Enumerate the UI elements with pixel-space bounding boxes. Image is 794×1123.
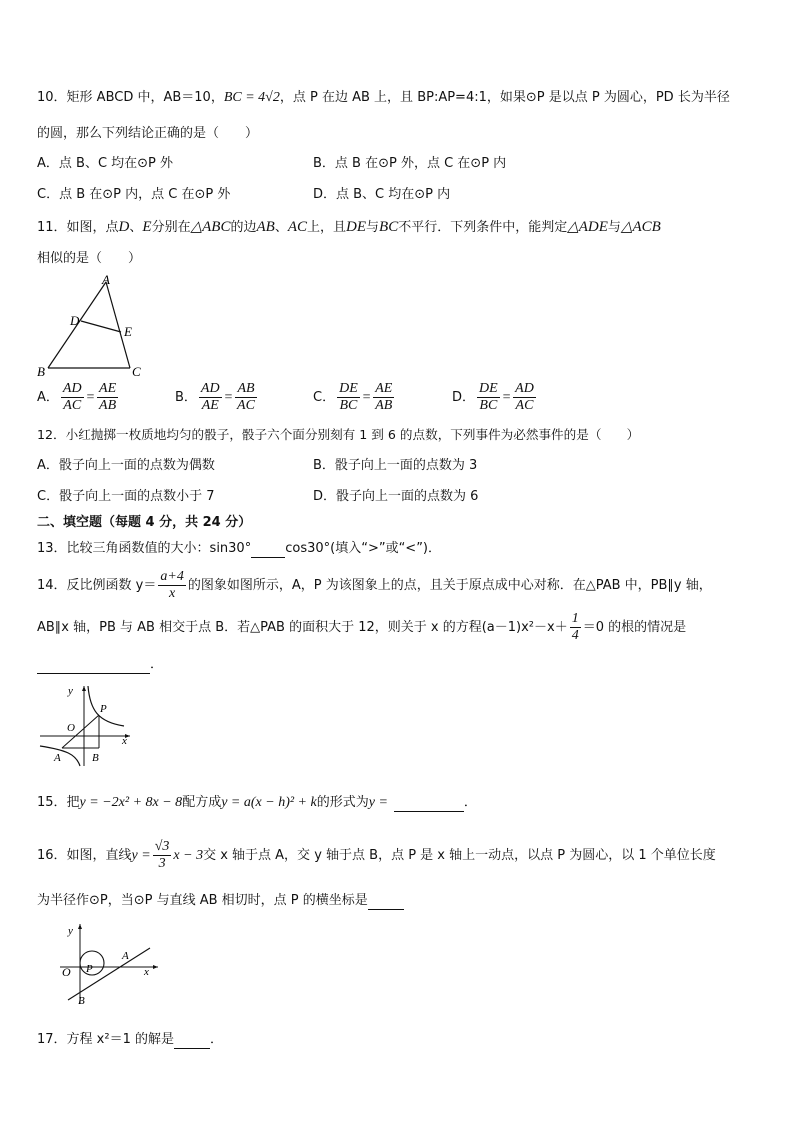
q10-line1: 10．矩形 ABCD 中，AB＝10，BC = 4√2，点 P 在边 AB 上，且 BP:AP=4:1，如果⊙P 是以点 P 为圆心，PD 长为半径 bbox=[37, 90, 730, 105]
q16-answer-blank bbox=[368, 895, 404, 910]
q11-option-c: C． $\frac{DE}{BC}$ = $\frac{AE}{AB}$ bbox=[313, 381, 393, 413]
q10-option-b: B．点 B 在⊙P 外，点 C 在⊙P 内 bbox=[313, 156, 507, 171]
fig11-label-c: C bbox=[132, 364, 141, 379]
q10-option-d: D．点 B、C 均在⊙P 内 bbox=[313, 187, 451, 202]
q12-option-a: A．骰子向上一面的点数为偶数 bbox=[37, 458, 215, 473]
q12-option-c: C．骰子向上一面的点数小于 7 bbox=[37, 489, 215, 504]
fig16-label-o: O bbox=[62, 965, 71, 979]
fig16-label-b: B bbox=[78, 995, 85, 1006]
fig11-label-e: E bbox=[124, 324, 132, 339]
q11-line2: 相似的是（ ） bbox=[37, 251, 142, 266]
fig11-label-a: A bbox=[102, 272, 110, 287]
q16-tangent-figure bbox=[56, 920, 162, 1006]
q12-stem: 12．小红抛掷一枚质地均匀的骰子，骰子六个面分别刻有 1 到 6 的点数，下列事件为必然事件的是（ ） bbox=[37, 427, 640, 442]
q13-answer-blank bbox=[251, 543, 285, 558]
fig14-label-y: y bbox=[68, 685, 73, 697]
section-fill-in-title: 二、填空题（每题 4 分，共 24 分） bbox=[37, 515, 252, 530]
q13-line: 13．比较三角函数值的大小：sin30° cos30°(填入“>”或“<”)． bbox=[37, 541, 442, 556]
q16-line2: 为半径作⊙P，当⊙P 与直线 AB 相切时，点 P 的横坐标是 bbox=[37, 892, 404, 910]
q11-option-b: B． $\frac{AD}{AE}$ = $\frac{AB}{AC}$ bbox=[175, 381, 255, 413]
q11-triangle-figure bbox=[36, 272, 148, 380]
fig16-label-a: A bbox=[122, 950, 129, 962]
fig16-label-x: x bbox=[144, 966, 149, 978]
q12-option-d: D．骰子向上一面的点数为 6 bbox=[313, 489, 479, 504]
fig14-label-x: x bbox=[122, 735, 127, 747]
fig14-label-p: P bbox=[100, 703, 107, 715]
q17-answer-blank bbox=[174, 1034, 210, 1049]
q12-option-b: B．骰子向上一面的点数为 3 bbox=[313, 458, 478, 473]
fig14-label-o: O bbox=[67, 722, 75, 734]
fig14-label-a: A bbox=[54, 752, 61, 764]
q14-line3: ． bbox=[37, 656, 163, 674]
q14-line2: AB∥x 轴，PB 与 AB 相交于点 B．若△PAB 的面积大于 12，则关于 x 的方程(a－1)x²－x＋ $\frac{1}{4}$ ＝0 的根的情况是 bbox=[37, 611, 687, 643]
fig11-label-b: B bbox=[37, 364, 45, 379]
fig16-label-p: P bbox=[86, 963, 93, 975]
fig11-label-d: D bbox=[70, 313, 80, 328]
q14-line1: 14．反比例函数 y＝ $\frac{a+4}{x}$ 的图象如图所示，A，P 为该图象上的点，且关于原点成中心对称．在△PAB 中，PB∥y 轴， bbox=[37, 569, 712, 601]
fig14-label-b: B bbox=[92, 752, 99, 764]
q15-answer-blank bbox=[394, 797, 464, 812]
q10-option-a: A．点 B、C 均在⊙P 外 bbox=[37, 156, 174, 171]
q17-line: 17．方程 x²＝1 的解是 ． bbox=[37, 1032, 223, 1047]
q15-line: 15．把y = −2x² + 8x − 8配方成y = a(x − h)² + k的形式为y = ． bbox=[37, 795, 477, 810]
q11-option-d: D． $\frac{DE}{BC}$ = $\frac{AD}{AC}$ bbox=[452, 381, 534, 413]
q14-hyperbola-figure bbox=[36, 682, 134, 768]
q10-line2: 的圆，那么下列结论正确的是（ ） bbox=[37, 126, 259, 141]
q11-line1: 11．如图，点D、E分别在△ABC的边AB、AC上，且DE与BC不平行．下列条件中，能判定△ADE与△ACB bbox=[37, 219, 661, 235]
q11-option-a: A． $\frac{AD}{AC}$ = $\frac{AE}{AB}$ bbox=[37, 381, 117, 413]
q10-bc-math: BC = 4√2 bbox=[223, 90, 280, 105]
q10-option-c: C．点 B 在⊙P 内，点 C 在⊙P 外 bbox=[37, 187, 231, 202]
fig16-label-y: y bbox=[68, 925, 73, 937]
q14-answer-blank bbox=[37, 659, 150, 674]
q16-line1: 16．如图，直线y = $\frac{√3}{3}$ x − 3交 x 轴于点 A，交 y 轴于点 B，点 P 是 x 轴上一动点，以点 P 为圆心，以 1 个单位长度 bbox=[37, 839, 716, 871]
